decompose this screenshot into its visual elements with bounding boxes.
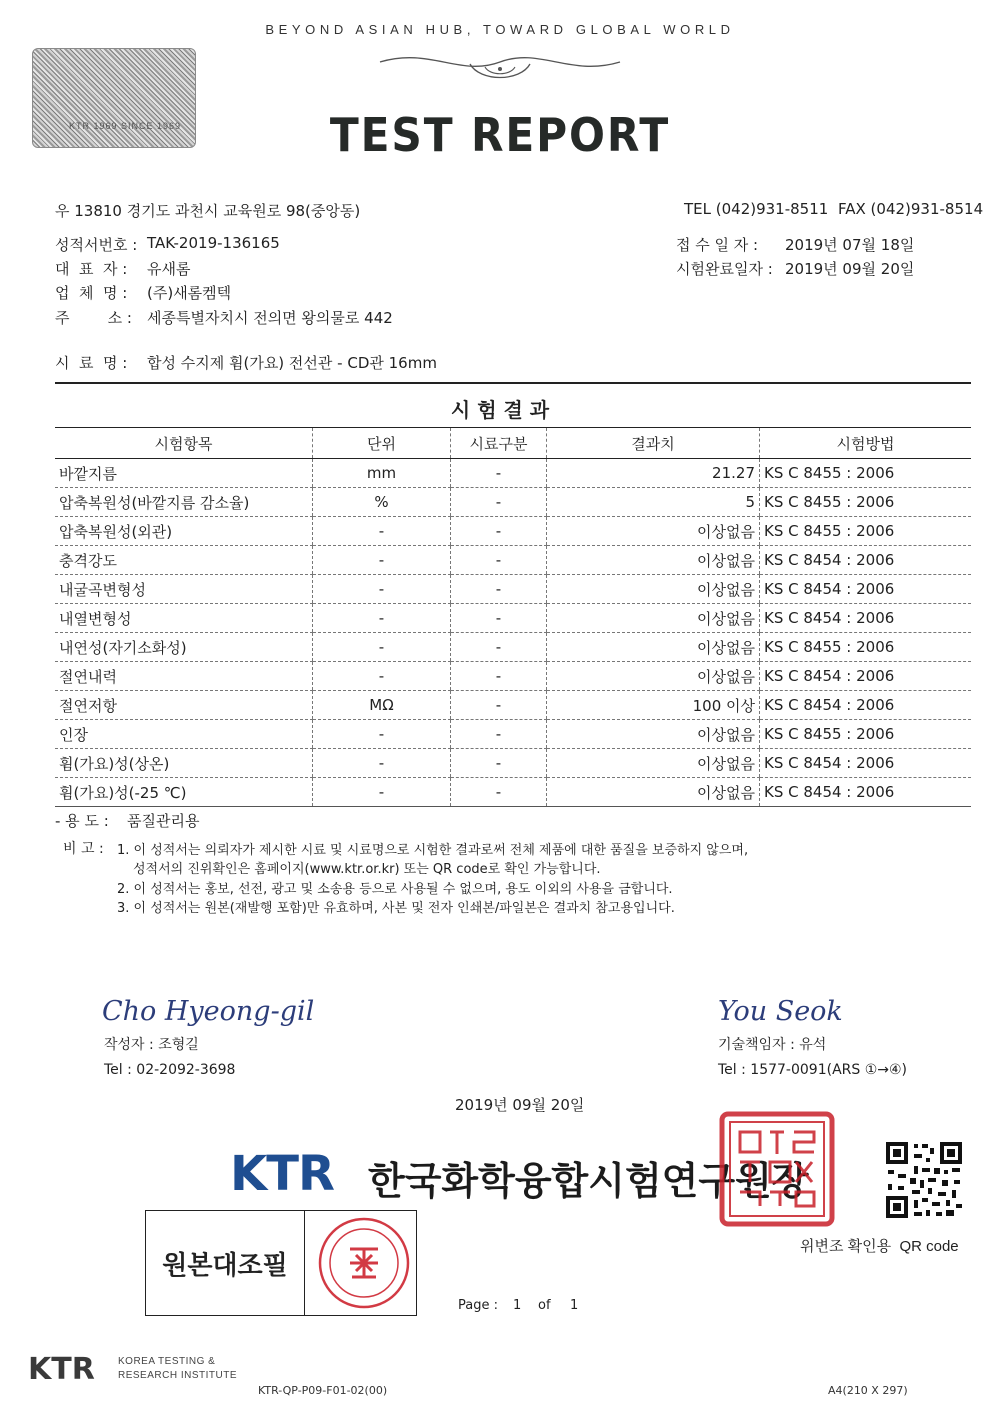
cell-method: KS C 8454 : 2006	[760, 604, 972, 633]
sample-label: 시 료 명 :	[55, 354, 128, 372]
manager-tel: Tel : 1577-0091(ARS ①→④)	[718, 1062, 907, 1078]
received-label: 접 수 일 자 :	[676, 236, 759, 254]
company: (주)새롬켐텍	[147, 284, 232, 302]
cell-item: 내굴곡변형성	[55, 575, 313, 604]
cell-unit: -	[313, 546, 451, 575]
report-no-label: 성적서번호 :	[55, 236, 138, 254]
table-row	[55, 633, 971, 662]
company-label: 업 체 명 :	[55, 284, 128, 302]
rep: 유새롬	[147, 260, 191, 278]
cell-item: 압축복원성(외관)	[55, 517, 313, 546]
author-tel: Tel : 02-2092-3698	[104, 1062, 236, 1078]
cell-method: KS C 8455 : 2006	[760, 633, 972, 662]
slogan: BEYOND ASIAN HUB, TOWARD GLOBAL WORLD	[265, 22, 735, 37]
cell-unit: -	[313, 604, 451, 633]
cell-method: KS C 8454 : 2006	[760, 778, 972, 807]
original-stamp-icon	[316, 1215, 412, 1311]
results-heading: 시 험 결 과	[450, 398, 550, 422]
original-copy-label: 원본대조필	[146, 1211, 305, 1315]
footer-name-2: RESEARCH INSTITUTE	[118, 1370, 238, 1381]
usage-value: 품질관리용	[127, 812, 200, 830]
table-header-row	[55, 428, 971, 459]
cell-unit: -	[313, 633, 451, 662]
cell-sample: -	[451, 604, 547, 633]
cell-sample: -	[451, 575, 547, 604]
cell-result: 이상없음	[547, 662, 760, 691]
cell-result: 이상없음	[547, 546, 760, 575]
cell-method: KS C 8455 : 2006	[760, 720, 972, 749]
fax: FAX (042)931-8514	[838, 200, 984, 218]
qr-code-icon	[884, 1140, 964, 1220]
cell-item: 충격강도	[55, 546, 313, 575]
col-sample-type: 시료구분	[451, 428, 547, 459]
cell-sample: -	[451, 546, 547, 575]
cell-unit: mm	[313, 459, 451, 488]
results-table	[55, 427, 971, 807]
ktr-logo: KTR	[230, 1146, 334, 1202]
cell-method: KS C 8454 : 2006	[760, 749, 972, 778]
completed-date: 2019년 09월 20일	[785, 260, 915, 278]
table-row	[55, 604, 971, 633]
cell-result: 21.27	[547, 459, 760, 488]
addr: 세종특별자치시 전의면 왕의물로 442	[147, 309, 393, 327]
cell-unit: MΩ	[313, 691, 451, 720]
cell-item: 내연성(자기소화성)	[55, 633, 313, 662]
sample-name: 합성 수지제 휨(가요) 전선관 - CD관 16mm	[147, 354, 437, 372]
rep-label: 대 표 자 :	[55, 260, 128, 278]
table-row	[55, 459, 971, 488]
table-row	[55, 662, 971, 691]
author: 작성자 : 조형길	[104, 1037, 199, 1053]
paper-size: A4(210 X 297)	[828, 1384, 908, 1397]
page-label: Page :	[458, 1298, 498, 1313]
cell-unit: -	[313, 720, 451, 749]
cell-sample: -	[451, 691, 547, 720]
cell-result: 이상없음	[547, 778, 760, 807]
cell-result: 이상없음	[547, 749, 760, 778]
cell-item: 휨(가요)성(-25 ℃)	[55, 778, 313, 807]
manager: 기술책임자 : 유석	[718, 1037, 827, 1053]
cell-unit: %	[313, 488, 451, 517]
page-total: 1	[570, 1298, 579, 1313]
cell-sample: -	[451, 778, 547, 807]
cell-result: 이상없음	[547, 604, 760, 633]
footer-name-1: KOREA TESTING &	[118, 1356, 216, 1367]
cell-unit: -	[313, 778, 451, 807]
cell-sample: -	[451, 633, 547, 662]
form-code: KTR-QP-P09-F01-02(00)	[258, 1384, 388, 1397]
cell-item: 압축복원성(바깥지름 감소율)	[55, 488, 313, 517]
cell-item: 인장	[55, 720, 313, 749]
table-row	[55, 517, 971, 546]
official-seal-icon	[718, 1110, 836, 1228]
cell-method: KS C 8455 : 2006	[760, 488, 972, 517]
cell-method: KS C 8454 : 2006	[760, 662, 972, 691]
cell-method: KS C 8455 : 2006	[760, 517, 972, 546]
remark-1b: 성적서의 진위확인은 홈페이지(www.ktr.or.kr) 또는 QR code로 확인 가능합니다.	[133, 862, 601, 877]
divider	[55, 382, 971, 384]
remark-3: 3. 이 성적서는 원본(재발행 포함)만 유효하며, 사본 및 전자 인쇄본/파일본은 결과치 참고용입니다.	[117, 901, 675, 916]
cell-item: 절연저항	[55, 691, 313, 720]
address-line: 우 13810 경기도 과천시 교육원로 98(중앙동)	[55, 202, 361, 220]
col-test-item: 시험항목	[55, 428, 313, 459]
cell-sample: -	[451, 488, 547, 517]
cell-unit: -	[313, 749, 451, 778]
original-copy-box	[145, 1210, 417, 1316]
report-no: TAK-2019-136165	[147, 234, 280, 252]
table-row	[55, 546, 971, 575]
cell-sample: -	[451, 720, 547, 749]
cell-item: 휨(가요)성(상온)	[55, 749, 313, 778]
cell-result: 이상없음	[547, 575, 760, 604]
table-row	[55, 778, 971, 807]
cell-method: KS C 8454 : 2006	[760, 546, 972, 575]
author-signature: Cho Hyeong-gil	[102, 996, 315, 1027]
issue-date: 2019년 09월 20일	[455, 1096, 585, 1114]
cell-item: 절연내력	[55, 662, 313, 691]
usage-label: - 용 도 :	[55, 812, 109, 830]
table-row	[55, 575, 971, 604]
ornament-icon	[370, 42, 630, 92]
cell-result: 이상없음	[547, 720, 760, 749]
col-method: 시험방법	[760, 428, 972, 459]
page-number: 1	[513, 1298, 522, 1313]
received-date: 2019년 07월 18일	[785, 236, 915, 254]
cell-unit: -	[313, 575, 451, 604]
hologram-text: KTR 1969 SINCE 1969	[69, 121, 182, 131]
institute-name: 한국화학융합시험연구원장	[368, 1159, 809, 1203]
cell-method: KS C 8455 : 2006	[760, 459, 972, 488]
col-unit: 단위	[313, 428, 451, 459]
page-title: TEST REPORT	[329, 108, 671, 162]
remark-2: 2. 이 성적서는 홍보, 선전, 광고 및 소송용 등으로 사용될 수 없으며, 용도 이외의 사용을 금합니다.	[117, 882, 673, 897]
cell-method: KS C 8454 : 2006	[760, 575, 972, 604]
cell-unit: -	[313, 517, 451, 546]
cell-unit: -	[313, 662, 451, 691]
footer-logo: KTR	[28, 1352, 95, 1387]
cell-sample: -	[451, 662, 547, 691]
cell-item: 바깥지름	[55, 459, 313, 488]
cell-result: 이상없음	[547, 633, 760, 662]
remark-1: 1. 이 성적서는 의뢰자가 제시한 시료 및 시료명으로 시험한 결과로써 전체 제품에 대한 품질을 보증하지 않으며,	[117, 843, 749, 858]
table-row	[55, 749, 971, 778]
cell-item: 내열변형성	[55, 604, 313, 633]
table-row	[55, 691, 971, 720]
col-result: 결과치	[547, 428, 760, 459]
cell-result: 100 이상	[547, 691, 760, 720]
remarks-label: 비 고 :	[63, 841, 104, 857]
cell-sample: -	[451, 749, 547, 778]
manager-signature: You Seok	[718, 996, 843, 1027]
table-row	[55, 488, 971, 517]
table-row	[55, 720, 971, 749]
page-of: of	[538, 1298, 551, 1313]
completed-label: 시험완료일자 :	[676, 260, 773, 278]
cell-result: 이상없음	[547, 517, 760, 546]
qr-caption: 위변조 확인용 QR code	[800, 1238, 959, 1255]
cell-sample: -	[451, 459, 547, 488]
tel: TEL (042)931-8511	[684, 200, 829, 218]
addr-label: 주 소 :	[55, 309, 132, 327]
cell-sample: -	[451, 517, 547, 546]
cell-method: KS C 8454 : 2006	[760, 691, 972, 720]
cell-result: 5	[547, 488, 760, 517]
